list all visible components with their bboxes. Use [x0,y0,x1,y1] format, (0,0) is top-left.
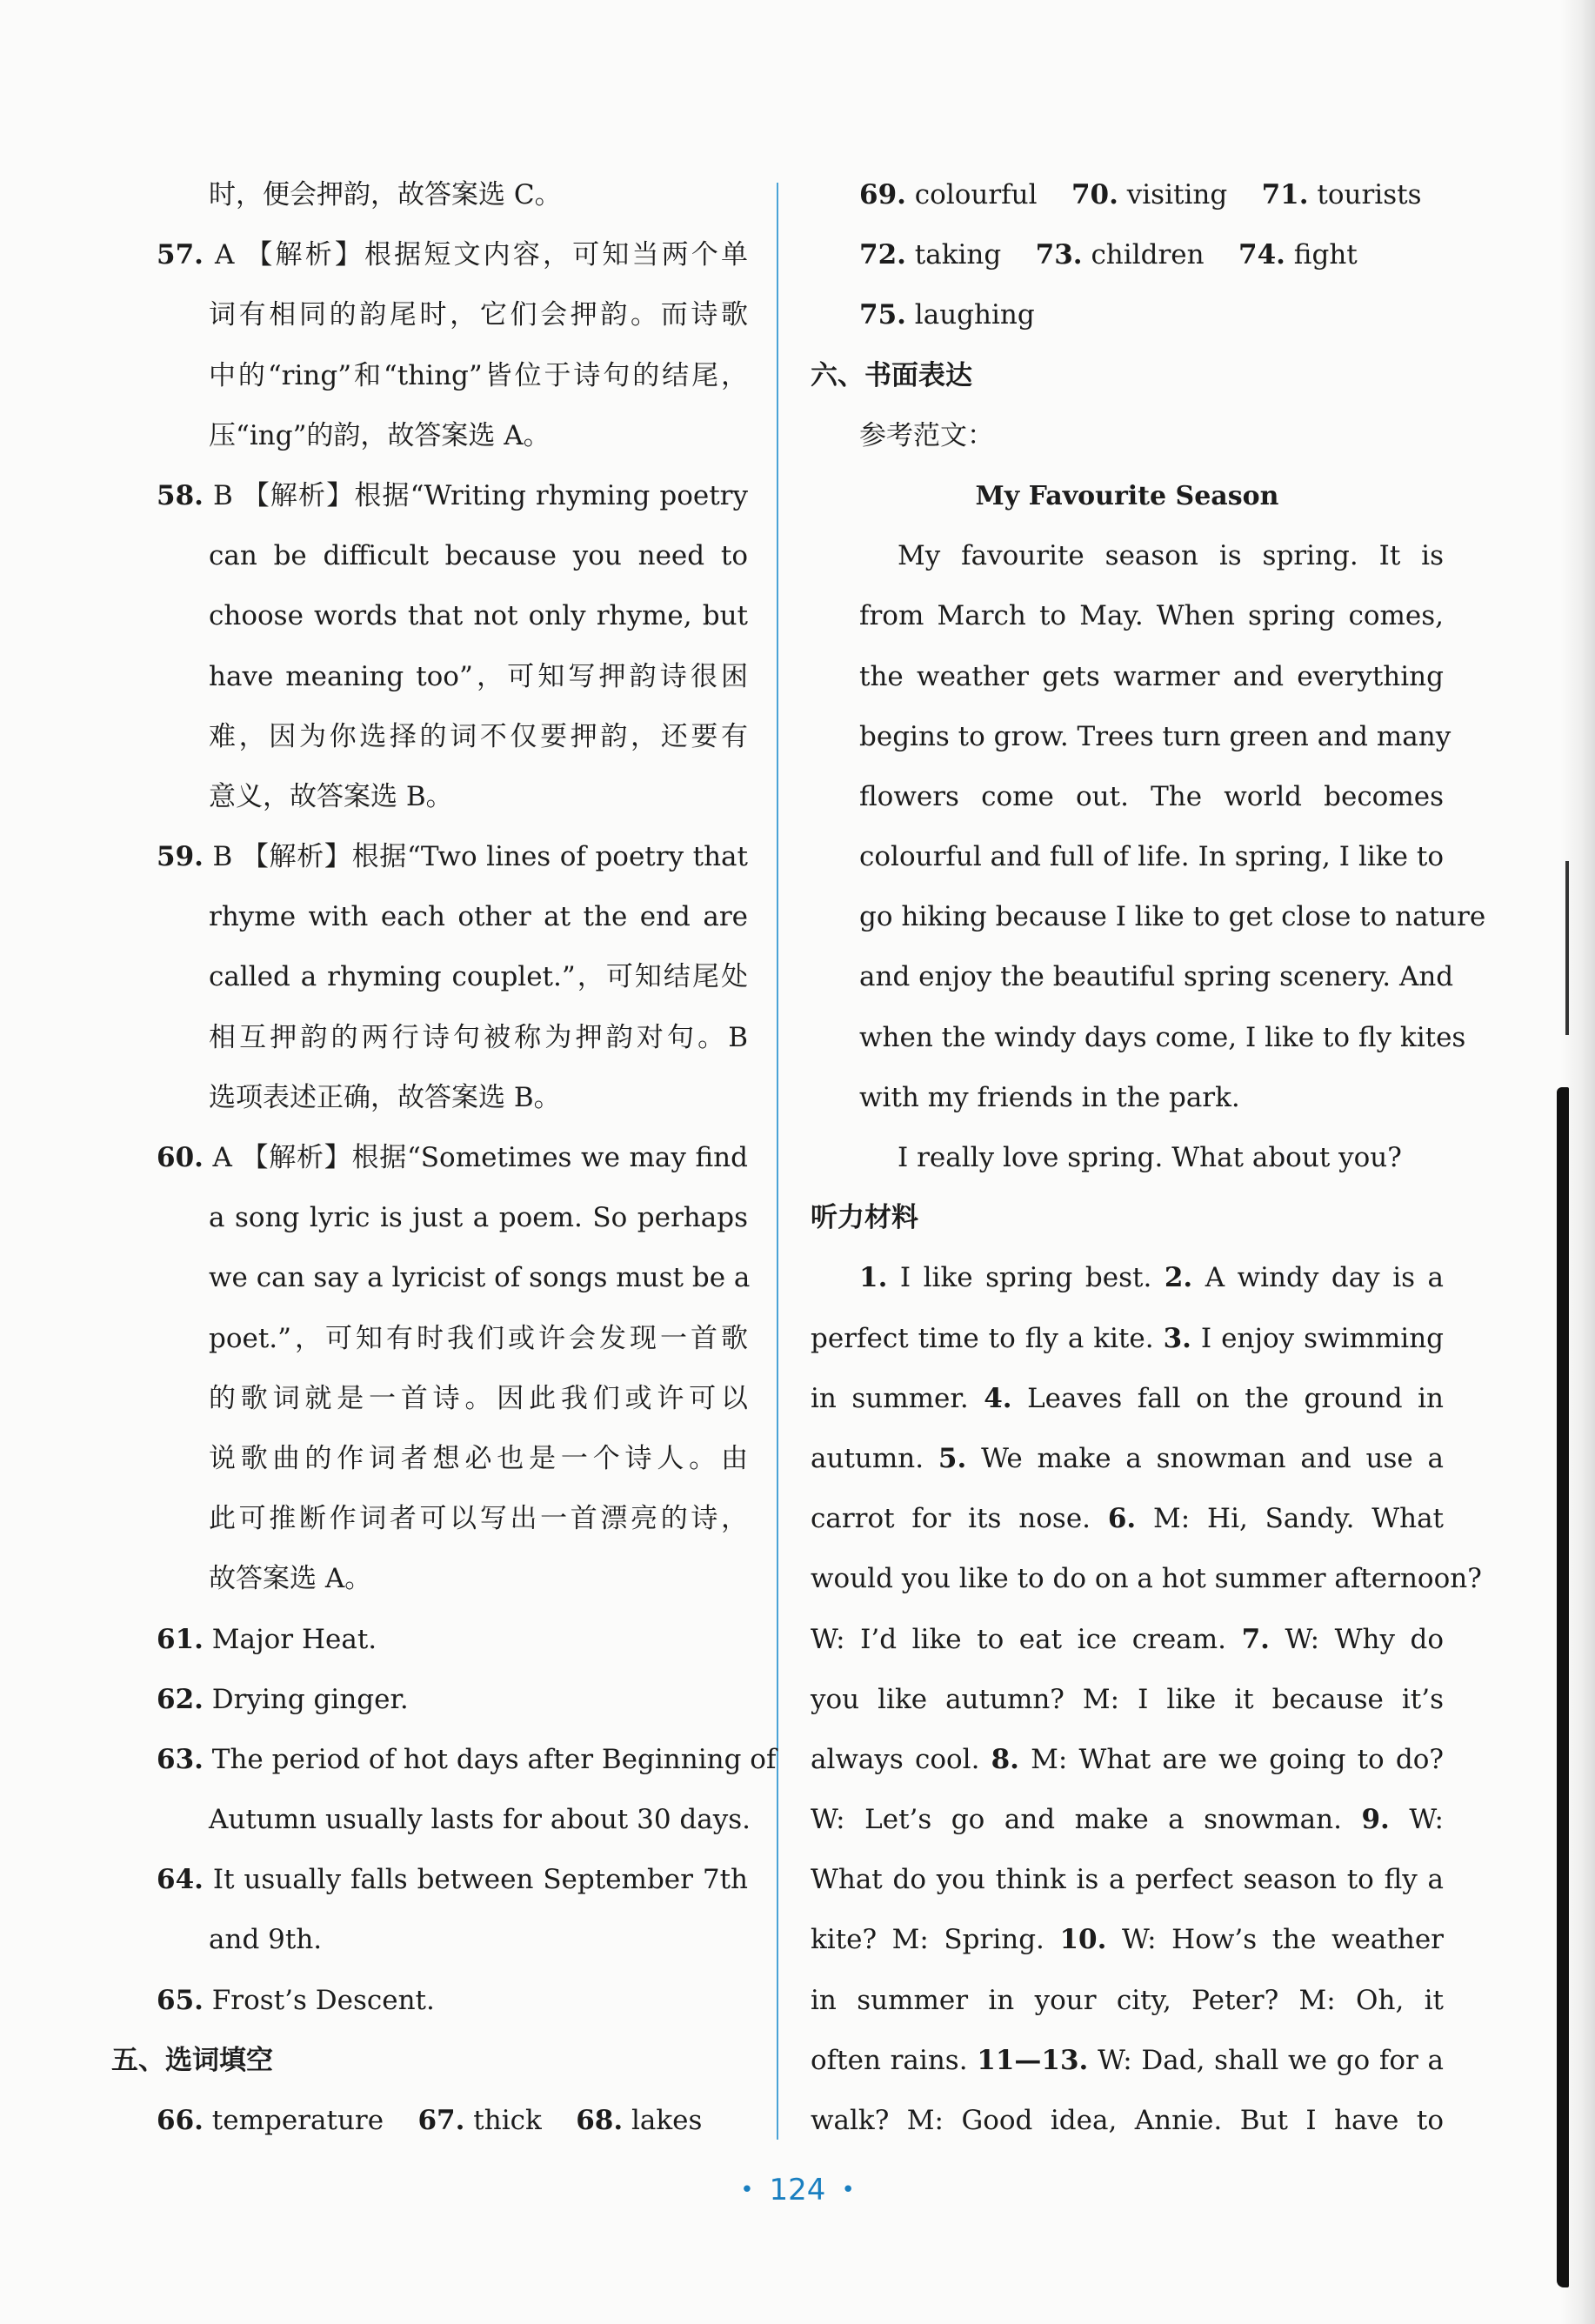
essay-body [811,526,1486,1188]
question-number: 1. [859,1262,888,1294]
question-number: 60. [157,1142,204,1173]
section-six-title: 六、书面表达 [811,359,972,391]
listening-text: I like spring best. [887,1262,1165,1294]
essay-line: My favourite season is spring. It is [898,540,1444,572]
listening-text: W: Dad, shall we go for a [1088,2044,1444,2076]
answer-text: Frost’s Descent. [203,1984,435,2016]
answer-line [157,887,748,947]
answer-text: 词有相同的韵尾时，它们会押韵。而诗歌 [209,299,748,331]
listening-text: in summer. [811,1382,984,1414]
listening-text: W: Let’s go and make a snowman. [811,1804,1362,1836]
essay-line: go hiking because I like to get close to nature [859,901,1486,933]
essay-line: flowers come out. The world becomes [859,780,1444,812]
answer-line-75 [811,285,1444,345]
listening-text: M: What are we going to do? [1018,1743,1444,1775]
answer-text: visiting [1118,179,1262,210]
answer-line [157,1971,748,2031]
answer-line [157,1610,748,1670]
question-number: 11—13. [977,2044,1089,2076]
answer-text: 选项表述正确，故答案选 B。 [209,1081,561,1113]
left-column [111,165,777,2151]
answer-line [157,466,748,526]
reference-essay-label: 参考范文： [859,419,994,451]
answer-line [157,947,748,1007]
answer-line [157,1790,751,1850]
page-number [0,2173,1595,2207]
column-divider [777,183,778,2140]
essay-line: when the windy days come, I like to fly kites [859,1021,1466,1053]
listening-text: would you like to do on a hot summer afternoon? [811,1563,1482,1595]
answer-text: and 9th. [209,1924,323,1956]
answer-line [157,165,748,225]
question-number: 69. [859,179,906,210]
answer-line [157,406,748,466]
answer-text: have meaning too”，可知写押韵诗很困 [209,660,748,692]
question-number: 70. [1071,179,1118,210]
answer-line [157,586,748,646]
question-number: 10. [1059,1924,1107,1956]
answer-text: laughing [905,299,1035,331]
listening-text: W: [1389,1804,1444,1836]
answer-line [157,1730,777,1790]
essay-line: from March to May. When spring comes, [859,600,1444,632]
listening-line [811,1489,1444,1549]
listening-line [811,1850,1444,1910]
question-number: 3. [1163,1322,1191,1354]
listening-text: We make a snowman and use a [966,1442,1444,1474]
answer-text: poet.”，可知有时我们或许会发现一首歌 [209,1322,748,1354]
question-number: 2. [1164,1262,1193,1294]
answer-line [157,1910,748,1970]
question-number: 65. [157,1984,204,2016]
answer-text: A 【解析】根据短文内容，可知当两个单 [203,239,748,271]
answer-line [157,1670,748,1730]
question-number: 61. [157,1623,204,1655]
question-number: 59. [157,841,204,873]
answer-text: Major Heat. [203,1623,377,1655]
answer-text: Autumn usually lasts for about 30 days. [209,1804,751,1836]
essay-line: I really love spring. What about you? [898,1142,1402,1173]
answer-text: thick [464,2105,577,2136]
listening-text: perfect time to fly a kite. [811,1322,1164,1354]
answer-line [157,1850,748,1910]
question-number: 73. [1035,239,1083,271]
answer-text: lakes [623,2105,703,2136]
listening-text: kite? M: Spring. [811,1924,1060,1956]
listening-text: Leaves fall on the ground in [1011,1382,1444,1414]
listening-text: autumn. [811,1442,938,1474]
listening-line [811,1248,1444,1308]
listening-text: often rains. [811,2044,978,2076]
listening-line [811,1369,1444,1429]
listening-line [811,1309,1444,1369]
answer-text: 此可推断作词者可以写出一首漂亮的诗， [209,1503,748,1535]
question-number: 63. [157,1743,204,1775]
answer-line [157,707,748,767]
essay-line: begins to grow. Trees turn green and many [859,720,1452,752]
answer-text: called a rhyming couplet.”，可知结尾处 [209,961,748,993]
answer-line [157,1068,748,1128]
answer-text: a song lyric is just a poem. So perhaps [209,1202,748,1234]
answer-line [157,285,748,345]
section-five-title: 五、选词填空 [111,2044,273,2076]
answer-text: It usually falls between September 7th [203,1864,748,1896]
essay-line: and enjoy the beautiful spring scenery. And [859,961,1454,993]
essay-title: My Favourite Season [975,480,1279,511]
answer-text: Drying ginger. [203,1683,409,1715]
listening-line [811,2031,1444,2091]
listening-text: walk? M: Good idea, Annie. But I have to [811,2105,1444,2136]
listening-text: W: Why do [1269,1623,1445,1655]
question-number: 4. [984,1382,1012,1414]
answer-line [157,827,748,887]
listening-line [811,1730,1444,1790]
listening-text: in summer in your city, Peter? M: Oh, it [811,1984,1444,2016]
answer-text: 时，便会押韵，故答案选 C。 [209,179,562,210]
answer-line [157,1008,748,1068]
answer-text: 故答案选 A。 [209,1563,372,1595]
listening-text: I enjoy swimming [1191,1322,1444,1354]
answer-text: children [1082,239,1238,271]
answer-text: temperature [203,2105,418,2136]
listening-text: What do you think is a perfect season to fly a [811,1864,1444,1896]
binding-edge-shadow [1557,1087,1569,2287]
answer-line [157,1429,748,1489]
right-column [811,165,1486,2151]
answer-line [157,1128,748,1188]
question-number: 64. [157,1864,204,1896]
question-number: 7. [1241,1623,1270,1655]
answer-line [157,1369,748,1429]
listening-text: M: Hi, Sandy. What [1136,1503,1445,1535]
answer-line-72-74 [811,225,1444,285]
page-number-dot-right: • [841,2177,855,2203]
listening-line [811,1610,1444,1670]
essay-line: with my friends in the park. [859,1081,1240,1113]
listening-line [811,2091,1444,2151]
question-number: 57. [157,239,204,271]
answer-line [157,225,748,285]
answer-line [157,1549,748,1609]
question-number: 68. [576,2105,624,2136]
question-number: 62. [157,1683,204,1715]
listening-text: W: How’s the weather [1106,1924,1444,1956]
question-number: 71. [1261,179,1309,210]
listening-section-title: 听力材料 [811,1202,918,1234]
answer-line [157,1188,748,1248]
listening-line [811,1910,1444,1970]
answer-line [157,1489,748,1549]
listening-line [811,1790,1444,1850]
answer-line-69-71 [811,165,1444,225]
answer-text: 意义，故答案选 B。 [209,780,453,812]
answer-text: 难，因为你选择的词不仅要押韵，还要有 [209,720,748,752]
question-number: 9. [1361,1804,1390,1836]
answer-text: The period of hot days after Beginning of [203,1743,777,1775]
question-number: 75. [859,299,906,331]
answer-line [157,647,748,707]
question-number: 72. [859,239,906,271]
answer-text: B 【解析】根据“Writing rhyming poetry [203,479,748,511]
answer-line [157,1248,751,1308]
listening-body [811,1248,1482,2151]
answer-text: 相互押韵的两行诗句被称为押韵对句。B [209,1021,748,1053]
question-number: 5. [938,1442,967,1474]
essay-line: colourful and full of life. In spring, I like to [859,841,1444,873]
listening-line [811,1549,1482,1609]
listening-text: carrot for its nose. [811,1503,1108,1535]
listening-text: A windy day is a [1192,1262,1445,1294]
answer-line [157,1309,748,1369]
question-number: 67. [417,2105,465,2136]
essay-line: the weather gets warmer and everything [859,660,1444,692]
answer-line [157,767,748,827]
answer-text: 的歌词就是一首诗。因此我们或许可以 [209,1382,748,1414]
listening-text: you like autumn? M: I like it because it’s [811,1683,1444,1715]
answer-text: tourists [1308,179,1422,210]
listening-text: always cool. [811,1743,991,1775]
listening-line [811,1971,1444,2031]
answer-text: fight [1285,239,1358,271]
question-number: 58. [157,479,204,511]
listening-line [811,1670,1444,1730]
answer-text: rhyme with each other at the end are [209,901,748,933]
answer-text: 中的“ring”和“thing”皆位于诗句的结尾， [209,359,748,391]
question-number: 6. [1107,1503,1137,1535]
answer-text: 压“ing”的韵，故答案选 A。 [209,419,551,451]
answer-text: choose words that not only rhyme, but [209,600,748,632]
answer-text: we can say a lyricist of songs must be a [209,1262,751,1294]
answer-text: can be difficult because you need to [209,540,748,572]
page-number-dot-left: • [740,2177,754,2203]
question-number: 66. [157,2105,204,2136]
question-number: 8. [991,1743,1019,1775]
binding-edge-mark [1565,861,1569,1035]
answer-text: 说歌曲的作词者想必也是一个诗人。由 [209,1442,748,1474]
answer-text: B 【解析】根据“Two lines of poetry that [203,841,748,873]
answer-line [157,346,748,406]
answer-text: taking [905,239,1036,271]
answer-line [157,2091,748,2151]
answer-text: colourful [905,179,1071,210]
answer-text: A 【解析】根据“Sometimes we may find [203,1142,748,1173]
question-number: 74. [1238,239,1285,271]
page-number-value: 124 [769,2173,826,2207]
listening-text: W: I’d like to eat ice cream. [811,1623,1242,1655]
listening-line [811,1429,1444,1489]
answer-line [157,526,748,586]
